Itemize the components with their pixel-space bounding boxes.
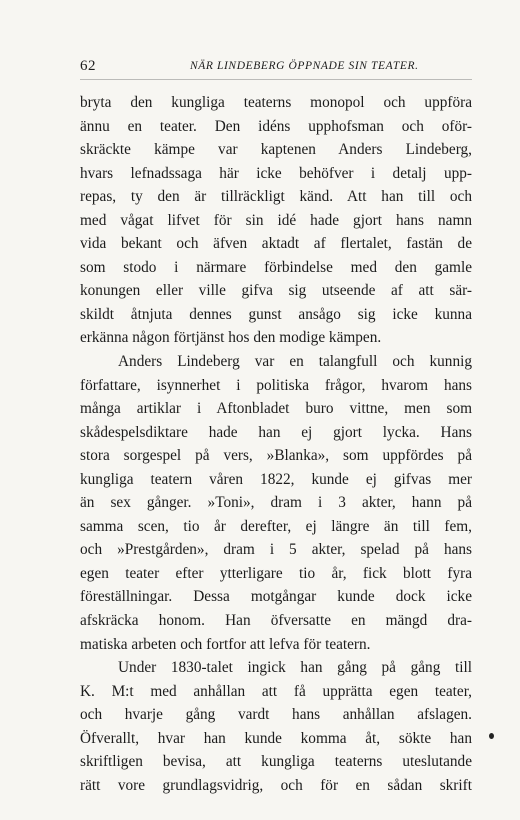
text-line: kungliga teatern våren 1822, kunde ej gifvas mer [80, 470, 472, 488]
text-line: K. M:t med anhållan att få upprätta egen teater, [80, 682, 472, 700]
text-line: konungen eller ville gifva sig utseende af att sär- [80, 282, 472, 300]
text-line: Anders Lindeberg var en talangfull och kunnig [118, 353, 472, 371]
text-line: bryta den kungliga teaterns monopol och uppföra [80, 94, 472, 111]
text-line: än sex gånger. »Toni», dram i 3 akter, hann på [80, 494, 472, 512]
text-line: vida bekant och äfven aktadt af flertalet, fastän de [80, 235, 472, 253]
text-line: egen teater efter ytterligare tio år, fick blott fyra [80, 564, 472, 582]
text-line: stora sorgespel på vers, »Blanka», som uppfördes på [80, 447, 472, 465]
text-line: repas, ty den är tillräckligt känd. Att han till och [80, 188, 472, 206]
text-line: skriftligen bevisa, att kungliga teaterns uteslutande [80, 753, 472, 771]
running-title: NÄR LINDEBERG ÖPPNADE SIN TEATER. [190, 60, 419, 72]
text-line: med vågat lifvet för sin idé hade gjort hans namn [80, 211, 472, 229]
text-line: föreställningar. Dessa motgångar kunde dock icke [80, 588, 472, 606]
body-text [80, 91, 472, 797]
text-line: samma scen, tio år derefter, ej längre än till fem, [80, 517, 472, 535]
header-rule [80, 79, 472, 80]
text-line: och »Prestgården», dram i 5 akter, spelad på hans [80, 541, 472, 559]
text-line: erkänna någon förtjänst hos den modige kämpen. [80, 329, 382, 347]
text-line: afskräcka honom. Han öfversatte en mängd dra- [80, 612, 472, 630]
text-line: hvars lefnadssaga här icke behöfver i detalj upp- [80, 164, 472, 182]
text-line: som stodo i närmare förbindelse med den gamle [80, 258, 472, 276]
text-line: författare, isynnerhet i politiska frågor, hvarom hans [80, 376, 472, 394]
text-line: skräckte kämpe var kaptenen Anders Lindeberg, [80, 141, 472, 159]
page-header [80, 58, 472, 78]
page-number: 62 [80, 58, 96, 74]
ink-speck [489, 733, 494, 739]
text-line: och hvarje gång vardt hans anhållan afslagen. [80, 706, 472, 724]
text-line: skådespelsdiktare hade han ej gjort lycka. Hans [80, 423, 472, 441]
text-line: rätt vore grundlagsvidrig, och för en sådan skrift [80, 776, 472, 794]
text-line: ännu en teater. Den idéns upphofsman och oför- [80, 117, 472, 135]
text-line: många artiklar i Aftonbladet buro vittne, men som [80, 400, 472, 418]
text-line: skildt åtnjuta dennes gunst ansågo sig icke kunna [80, 305, 472, 323]
text-line: matiska arbeten och fortfor att lefva för teatern. [80, 635, 371, 653]
text-line: Öfverallt, hvar han kunde komma åt, sökte han [80, 729, 472, 747]
text-line: Under 1830-talet ingick han gång på gång till [118, 659, 472, 677]
